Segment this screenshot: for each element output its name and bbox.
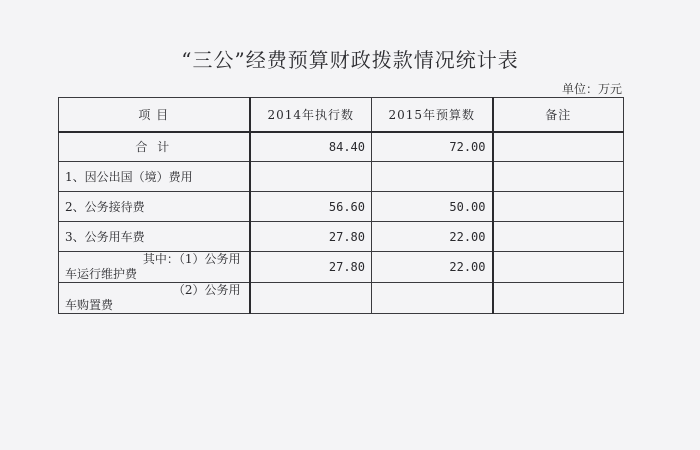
table-row (59, 283, 624, 314)
table-row (59, 222, 624, 252)
table-row (59, 252, 624, 283)
row-item: 合 计 (59, 132, 250, 162)
header-2015: 2015年预算数 (372, 98, 493, 132)
budget-table (58, 97, 624, 314)
row-item (59, 283, 250, 314)
header-2014: 2014年执行数 (250, 98, 372, 132)
row-2015: 22.00 (372, 222, 493, 252)
row-item-line1: （2）公务用 (172, 283, 241, 297)
header-item: 项 目 (59, 98, 250, 132)
row-note (493, 192, 624, 222)
row-item (59, 252, 250, 283)
row-2015 (372, 283, 493, 314)
row-note (493, 283, 624, 314)
table-header-row (59, 98, 624, 132)
row-note (493, 222, 624, 252)
row-2014 (250, 283, 372, 314)
row-item: 1、因公出国（境）费用 (59, 162, 250, 192)
row-note (493, 252, 624, 283)
row-2014: 27.80 (250, 222, 372, 252)
row-2015: 72.00 (372, 132, 493, 162)
table-row (59, 132, 624, 162)
row-2015: 22.00 (372, 252, 493, 283)
row-item-line2: 车运行维护费 (65, 267, 138, 281)
row-note (493, 162, 624, 192)
row-2015 (372, 162, 493, 192)
row-2014: 84.40 (250, 132, 372, 162)
table-row (59, 192, 624, 222)
row-item: 3、公务用车费 (59, 222, 250, 252)
table-row (59, 162, 624, 192)
row-2015: 50.00 (372, 192, 493, 222)
page-title: “三公”经费预算财政拨款情况统计表 (181, 48, 519, 72)
row-2014: 56.60 (250, 192, 372, 222)
row-item-line2: 车购置费 (65, 298, 114, 312)
row-item-line1: 其中：（1）公务用 (142, 252, 241, 266)
row-item: 2、公务接待费 (59, 192, 250, 222)
header-note: 备注 (493, 98, 624, 132)
row-2014: 27.80 (250, 252, 372, 283)
row-note (493, 132, 624, 162)
unit-label: 单位：万元 (561, 82, 622, 96)
row-2014 (250, 162, 372, 192)
